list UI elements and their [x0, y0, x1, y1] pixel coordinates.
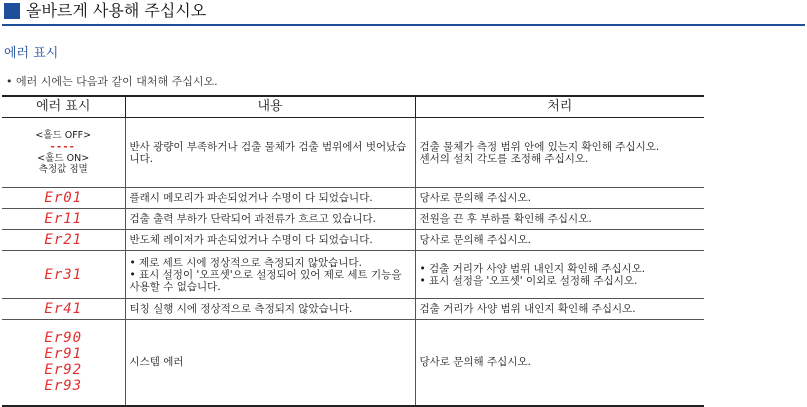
error-display-cell: [2, 209, 125, 230]
action-cell: 당사로 문의해 주십시오.: [415, 188, 704, 209]
error-code: Er21: [44, 232, 83, 248]
error-display-cell: [2, 188, 125, 209]
error-display-cell: [2, 299, 125, 320]
col-header-action: 처리: [415, 96, 704, 118]
table-header-row: [2, 96, 704, 118]
content-cell: 검출 출력 부하가 단락되어 과전류가 흐르고 있습니다.: [125, 209, 415, 230]
dash-display: ----: [50, 141, 76, 153]
content-cell: 반도체 레이저가 파손되었거나 수명이 다 되었습니다.: [125, 230, 415, 251]
blink-label: 측정값 점멸: [38, 164, 88, 175]
table-row: [2, 209, 704, 230]
content-cell: 반사 광량이 부족하거나 검출 물체가 검출 범위에서 벗어났습니다.: [125, 118, 415, 188]
hold-off-label: <홀드 OFF>: [35, 130, 92, 141]
table-row: [2, 251, 704, 299]
error-code: Er93: [44, 378, 83, 395]
action-cell: 검출 거리가 사양 범위 내인지 확인해 주십시오.: [415, 299, 704, 320]
action-line: • 검출 거리가 사양 범위 내인지 확인해 주십시오.: [419, 262, 646, 275]
action-cell: 당사로 문의해 주십시오.: [415, 320, 704, 406]
header-square-icon: [4, 3, 20, 19]
col-header-content: 내용: [125, 96, 415, 118]
table-row: [2, 230, 704, 251]
instruction-note: • 에러 시에는 다음과 같이 대처해 주십시오.: [6, 75, 218, 88]
content-cell: 시스템 에러: [125, 320, 415, 406]
table-row: [2, 320, 704, 406]
hold-on-label: <홀드 ON>: [37, 153, 90, 164]
content-cell: 플래시 메모리가 파손되었거나 수명이 다 되었습니다.: [125, 188, 415, 209]
error-display-cell: [2, 251, 125, 299]
col-header-display: 에러 표시: [2, 96, 125, 118]
error-display-cell: [2, 118, 125, 188]
error-code: Er91: [44, 346, 83, 363]
table-row: [2, 188, 704, 209]
error-code: Er31: [44, 266, 83, 283]
error-display-cell: [2, 320, 125, 406]
action-cell: 전원을 끈 후 부하를 확인해 주십시오.: [415, 209, 704, 230]
table-row: [2, 299, 704, 320]
action-cell: 당사로 문의해 주십시오.: [415, 230, 704, 251]
action-cell: [415, 251, 704, 299]
action-cell: [415, 118, 704, 188]
content-line: • 제로 세트 시에 정상적으로 측정되지 않았습니다.: [129, 256, 362, 269]
action-line: • 표시 설정을 '오프셋' 이외로 설정해 주십시오.: [419, 274, 638, 287]
content-cell: 티칭 실행 시에 정상적으로 측정되지 않았습니다.: [125, 299, 415, 320]
error-table: [2, 95, 704, 407]
page-title: 올바르게 사용해 주십시오: [26, 1, 207, 20]
error-display-cell: [2, 230, 125, 251]
error-code: Er01: [44, 190, 83, 206]
error-code: Er92: [44, 362, 83, 379]
action-line: 검출 물체가 측정 범위 안에 있는지 확인해 주십시오.: [419, 140, 660, 153]
error-code: Er90: [44, 330, 83, 347]
error-code: Er11: [44, 211, 83, 227]
table-row: [2, 118, 704, 188]
error-code: Er41: [44, 301, 83, 317]
page-header: [2, 0, 805, 26]
action-line: 센서의 설치 각도를 조정해 주십시오.: [419, 152, 589, 165]
content-line: • 표시 설정이 '오프셋'으로 설정되어 있어 제로 세트 기능을 사용할 수 없습니다.: [129, 268, 402, 293]
content-cell: [125, 251, 415, 299]
section-title: 에러 표시: [4, 46, 59, 61]
